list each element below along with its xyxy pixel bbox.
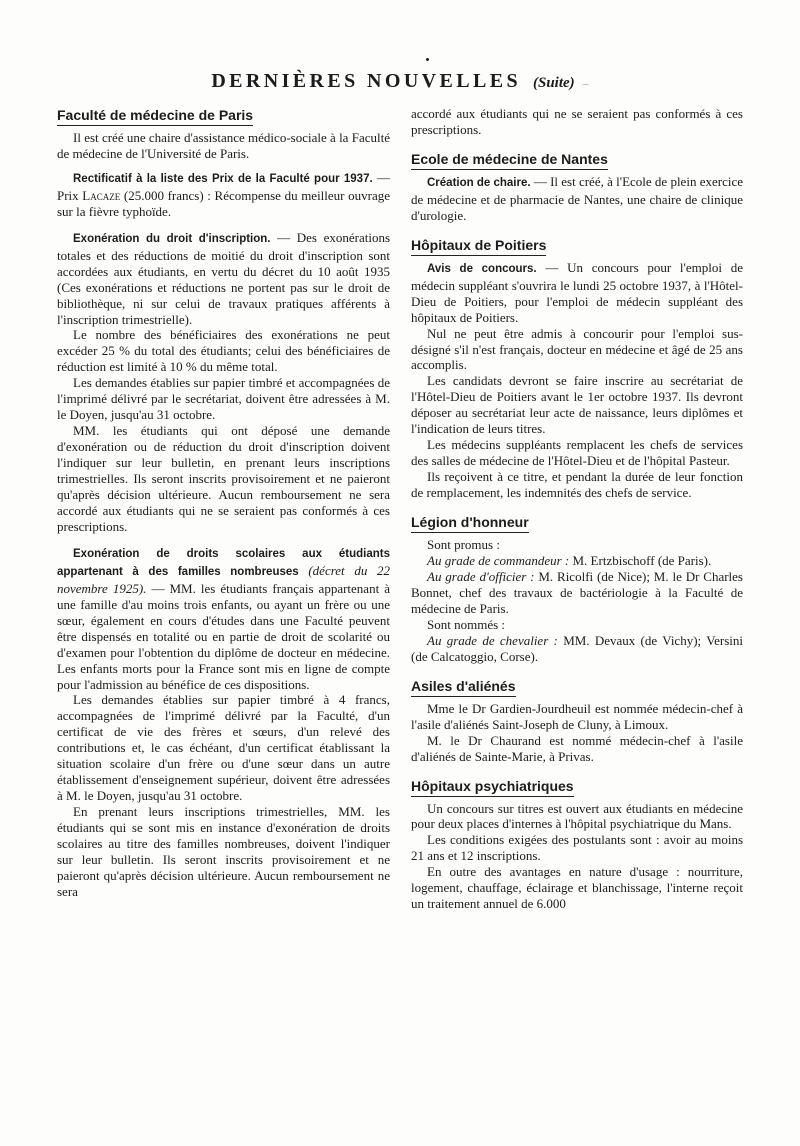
section-familles-nombreuses xyxy=(57,545,390,900)
section-title-legion-honneur: Légion d'honneur xyxy=(411,513,529,533)
grade-label: Au grade d'officier : xyxy=(427,568,535,584)
paragraph-continued: accordé aux étudiants qui ne se seraient pas conformés à ces prescriptions. xyxy=(411,106,743,137)
header-title: DERNIÈRES NOUVELLES xyxy=(211,70,521,92)
section-poitiers xyxy=(411,236,743,501)
paragraph: En outre des avantages en nature d'usage : nourriture, logement, chauffage, éclairage et blanchissage, l'interne reçoit un traitement annuel de 6.000 xyxy=(411,864,743,912)
text: — MM. les étudiants français appartenant à une famille d'au moins trois enfants, ou ayant un frère ou une sœur, également en cours d'études dans une Faculté peuvent être dispensés en totalité ou en partie de droit de scolarité ou d'examen pour l'obtention du diplôme de docteur en médecine. Les enfants morts pour la France sont mis en ligne de compte pour l'admission au bénéfice de ces dispositions. xyxy=(57,580,390,692)
section-title-poitiers: Hôpitaux de Poitiers xyxy=(411,236,546,256)
paragraph xyxy=(57,170,390,220)
section-exoneration-inscription xyxy=(57,230,390,535)
text: — Prix xyxy=(57,169,390,203)
right-column xyxy=(411,106,743,912)
paragraph: Nul ne peut être admis à concourir pour l'emploi sus-désigné s'il n'est français, docteur en médecine et âgé de 25 ans accomplis. xyxy=(411,325,743,373)
section-title-faculte-paris: Faculté de médecine de Paris xyxy=(57,106,253,126)
section-hopitaux-psychiatriques xyxy=(411,777,743,913)
text: — Des exonérations totales et des réductions de moitié du droit d'inscription sont accordées aux étudiants, en vertu du décret du 10 août 1935 (Ces exonérations et réductions ne portent pas sur le droit de bibliothèque, ni sur celui de travaux pratiques afférents à l'inscription trimestrielle). xyxy=(57,229,391,327)
page-header xyxy=(0,70,800,93)
paragraph-lead: Exonération du droit d'inscription. xyxy=(73,232,271,245)
text: — Un concours pour l'emploi de médecin suppléant s'ouvrira le lundi 25 octobre 1937, à l'Hôtel-Dieu de Poitiers, pour l'emploi de médecin suppléant des hôpitaux de Poitiers. xyxy=(411,259,743,325)
section-title-nantes: Ecole de médecine de Nantes xyxy=(411,150,608,170)
paragraph xyxy=(411,569,743,617)
text: — Il est créé, à l'Ecole de plein exercice de médecine et de pharmacie de Nantes, une chaire de clinique d'urologie. xyxy=(411,173,743,223)
paragraph-lead: Rectificatif à la liste des Prix de la Faculté pour 1937. xyxy=(73,172,373,185)
decree-ref: (décret du 22 novembre 1925). xyxy=(57,562,390,596)
paragraph: Les candidats devront se faire inscrire au secrétariat de l'Hôtel-Dieu de Poitiers avant le 1er octobre 1937. Ils devront déposer au secrétariat leur acte de naissance, leurs diplômes et l'indication de leurs titres. xyxy=(411,373,743,437)
paragraph: Les demandes établies sur papier timbré à 4 francs, accompagnées de l'imprimé délivré par la Faculté, d'un certificat de vie des frères et sœurs, d'un relevé des contributions et, le cas échéant, d'un certificat établissant la situation scolaire d'un frère ou d'une sœur dans un autre établissement d'enseignement supérieur, doivent être adressées à M. le Doyen, jusqu'au 31 octobre. xyxy=(57,692,390,804)
text: M. Ricolfi (de Nice); M. le Dr Charles Bonnet, chef des travaux de bactériologie à la Faculté de médecine de Paris. xyxy=(411,568,743,616)
paragraph: Il est créé une chaire d'assistance médico-sociale à la Faculté de médecine de l'Université de Paris. xyxy=(57,130,390,161)
paragraph xyxy=(411,553,743,569)
paragraph: M. le Dr Chaurand est nommé médecin-chef à l'asile d'aliénés de Sainte-Marie, à Privas. xyxy=(411,732,743,764)
left-column xyxy=(57,106,390,900)
paragraph xyxy=(57,545,390,693)
paragraph: Les demandes établies sur papier timbré et accompagnées de l'imprimé délivré par le secrétariat, doivent être adressées à M. le Doyen, jusqu'au 31 octobre. xyxy=(57,375,390,423)
paragraph xyxy=(411,633,743,665)
section-title-hopitaux-psychiatriques: Hôpitaux psychiatriques xyxy=(411,777,574,797)
paragraph-lead: Exonération de droits scolaires aux étudiants appartenant à des familles nombreuses xyxy=(57,547,390,578)
prize-name: Lacaze xyxy=(82,187,121,203)
paragraph xyxy=(411,174,743,224)
paragraph-lead: Création de chaire. xyxy=(427,176,531,189)
section-faculte-paris xyxy=(57,106,390,162)
paragraph: Les conditions exigées des postulants sont : avoir au moins 21 ans et 12 inscriptions. xyxy=(411,832,743,864)
paragraph: MM. les étudiants qui ont déposé une demande d'exonération ou de réduction du droit d'inscription doivent l'indiquer sur leur bulletin, en prenant leurs inscriptions trimestrielles. Ils seront inscrits provisoirement et ne paieront qu'après décision ultérieure. Aucun remboursement ne sera accordé aux étudiants qui ne se seraient pas conformés à ces prescriptions. xyxy=(57,423,390,534)
section-rectificatif-prix xyxy=(57,170,390,220)
grade-label: Au grade de commandeur : xyxy=(427,553,570,569)
text: MM. Devaux (de Vichy); Versini (de Calcatoggio, Corse). xyxy=(411,632,744,664)
text: M. Ertzbischoff (de Paris). xyxy=(572,553,712,569)
paragraph: Sont nommés : xyxy=(427,616,506,632)
paragraph: En prenant leurs inscriptions trimestrielles, MM. les étudiants qui se sont mis en instance d'exonération de droits scolaires au titre des familles nombreuses, doivent l'indiquer sur leur bulletin. Ils seront inscrits provisoirement et ne paieront qu'après décision ultérieure. Aucun remboursement ne sera xyxy=(57,804,390,899)
grade-label: Au grade de chevalier : xyxy=(427,632,558,648)
text: (25.000 francs) : Récompense du meilleur ouvrage sur la fièvre typhoïde. xyxy=(57,187,390,219)
paragraph: Un concours sur titres est ouvert aux étudiants en médecine pour deux places d'internes à l'hôpital psychiatrique du Mans. xyxy=(411,800,743,832)
paragraph: Les médecins suppléants remplacent les chefs de services des salles de médecine de l'Hôtel-Dieu et de l'hôpital Pasteur. xyxy=(411,437,743,469)
paragraph: Le nombre des bénéficiaires des exonérations ne peut excéder 25 % du total des étudiants; celui des bénéficiaires de réduction est limité à 10 % du même total. xyxy=(57,327,390,375)
header-dash: – xyxy=(582,76,589,90)
section-legion-honneur xyxy=(411,513,743,665)
paragraph: Ils reçoivent à ce titre, et pendant la durée de leur fonction de remplacement, les indemnités des chefs de service. xyxy=(411,469,743,501)
ink-dot xyxy=(426,58,429,61)
section-title-asiles: Asiles d'aliénés xyxy=(411,677,516,697)
paragraph: Sont promus : xyxy=(427,537,500,553)
paragraph xyxy=(411,260,743,326)
section-nantes xyxy=(411,150,743,224)
section-asiles xyxy=(411,677,743,765)
paragraph-lead: Avis de concours. xyxy=(427,262,537,275)
header-suite: (Suite) xyxy=(533,75,575,91)
paragraph: Mme le Dr Gardien-Jourdheuil est nommée médecin-chef à l'asile d'aliénés Saint-Joseph de Cluny, à Limoux. xyxy=(411,700,743,732)
paragraph xyxy=(57,230,390,328)
